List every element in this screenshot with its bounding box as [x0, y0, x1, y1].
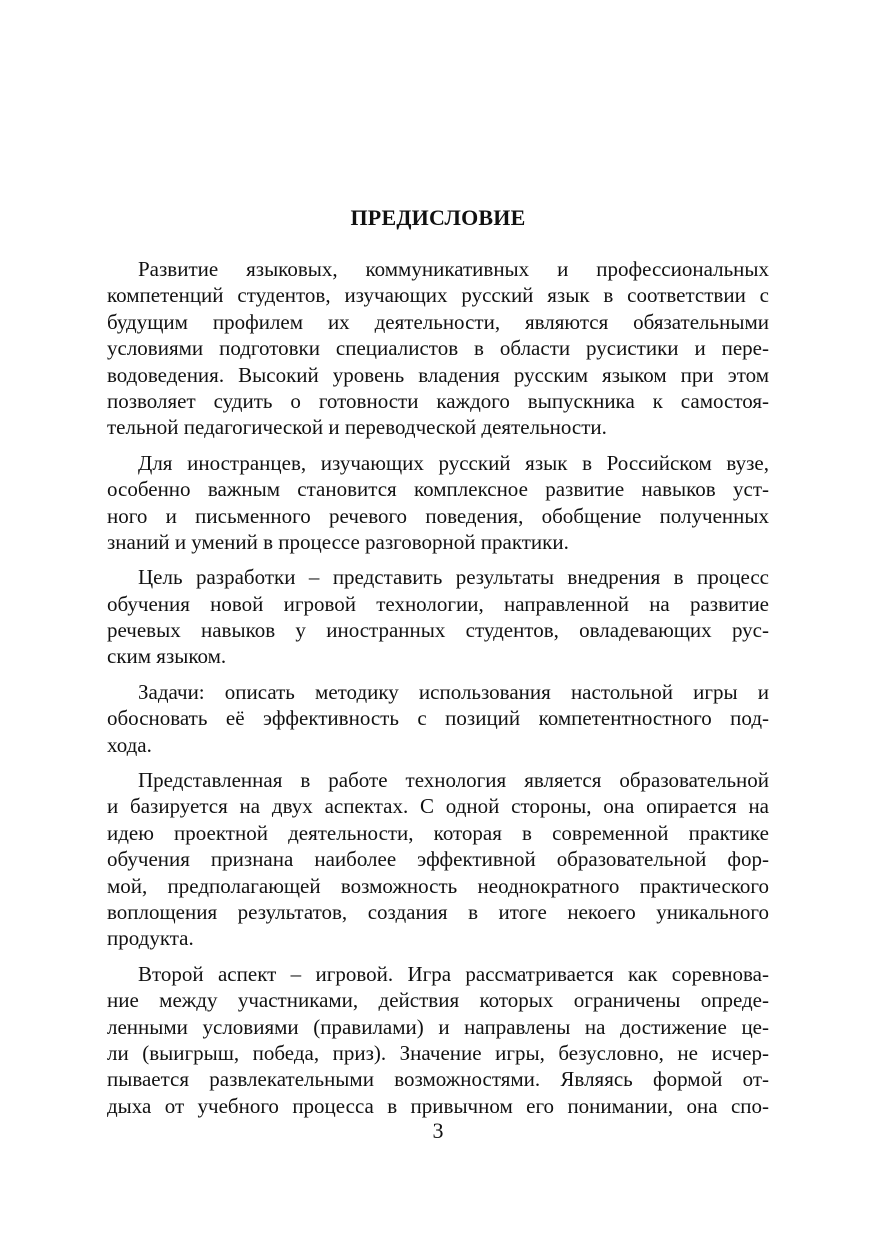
text-line: дыха от учебного процесса в привычном его понимании, она спо-: [107, 1093, 769, 1118]
text-line: идею проектной деятельности, которая в современной практике: [107, 820, 769, 845]
text-line: условиями подготовки специалистов в области русистики и пере-: [107, 336, 769, 361]
text-line: ленными условиями (правилами) и направлены на достижение це-: [107, 1014, 769, 1039]
body-text: [107, 256, 769, 1128]
text-line: Задачи: описать методику использования настольной игры и: [138, 679, 769, 704]
text-line: ским языком.: [107, 644, 227, 669]
paragraph: [107, 961, 769, 1119]
text-line: особенно важным становится комплексное развитие навыков уст-: [107, 477, 769, 502]
text-line: Развитие языковых, коммуникативных и профессиональных: [138, 257, 769, 281]
text-line: ли (выигрыш, победа, приз). Значение игры, безусловно, не исчер-: [107, 1040, 769, 1065]
paragraph: [107, 767, 769, 952]
paragraph: [107, 564, 769, 670]
text-line: тельной педагогической и переводческой деятельности.: [107, 415, 607, 440]
text-line: Второй аспект – игровой. Игра рассматривается как соревнова-: [138, 961, 769, 986]
text-line: позволяет судить о готовности каждого выпускника к самостоя-: [107, 388, 769, 413]
text-line: знаний и умений в процессе разговорной практики.: [107, 529, 569, 554]
text-line: мой, предполагающей возможность неоднократного практического: [107, 873, 769, 898]
text-line: будущим профилем их деятельности, являются обязательными: [107, 309, 769, 334]
text-line: речевых навыков у иностранных студентов, овладевающих рус-: [107, 618, 769, 643]
text-line: ного и письменного речевого поведения, обобщение полученных: [107, 503, 769, 528]
text-line: и базируется на двух аспектах. С одной стороны, она опирается на: [107, 794, 769, 819]
text-line: воплощения результатов, создания в итоге некоего уникального: [107, 899, 769, 924]
text-line: обучения новой игровой технологии, направленной на развитие: [107, 591, 769, 616]
text-line: хода.: [107, 732, 152, 757]
paragraph: [107, 450, 769, 556]
text-line: обучения признана наиболее эффективной образовательной фор-: [107, 847, 769, 872]
text-line: пывается развлекательными возможностями. Являясь формой от-: [107, 1067, 769, 1092]
text-line: Представленная в работе технология является образовательной: [138, 768, 769, 793]
text-line: Цель разработки – представить результаты внедрения в процесс: [138, 565, 769, 590]
text-line: ние между участниками, действия которых ограничены опреде-: [107, 988, 769, 1013]
page-title: ПРЕДИСЛОВИЕ: [350, 205, 526, 230]
paragraph: [107, 256, 769, 441]
text-line: водоведения. Высокий уровень владения русским языком при этом: [107, 362, 769, 387]
text-line: компетенций студентов, изучающих русский язык в соответствии с: [107, 283, 769, 308]
text-line: продукта.: [107, 926, 194, 951]
paragraph: [107, 679, 769, 758]
text-line: обосновать её эффективность с позиций компетентностного под-: [107, 706, 769, 731]
text-line: Для иностранцев, изучающих русский язык в Российском вузе,: [138, 450, 769, 475]
page-number: 3: [432, 1118, 444, 1143]
